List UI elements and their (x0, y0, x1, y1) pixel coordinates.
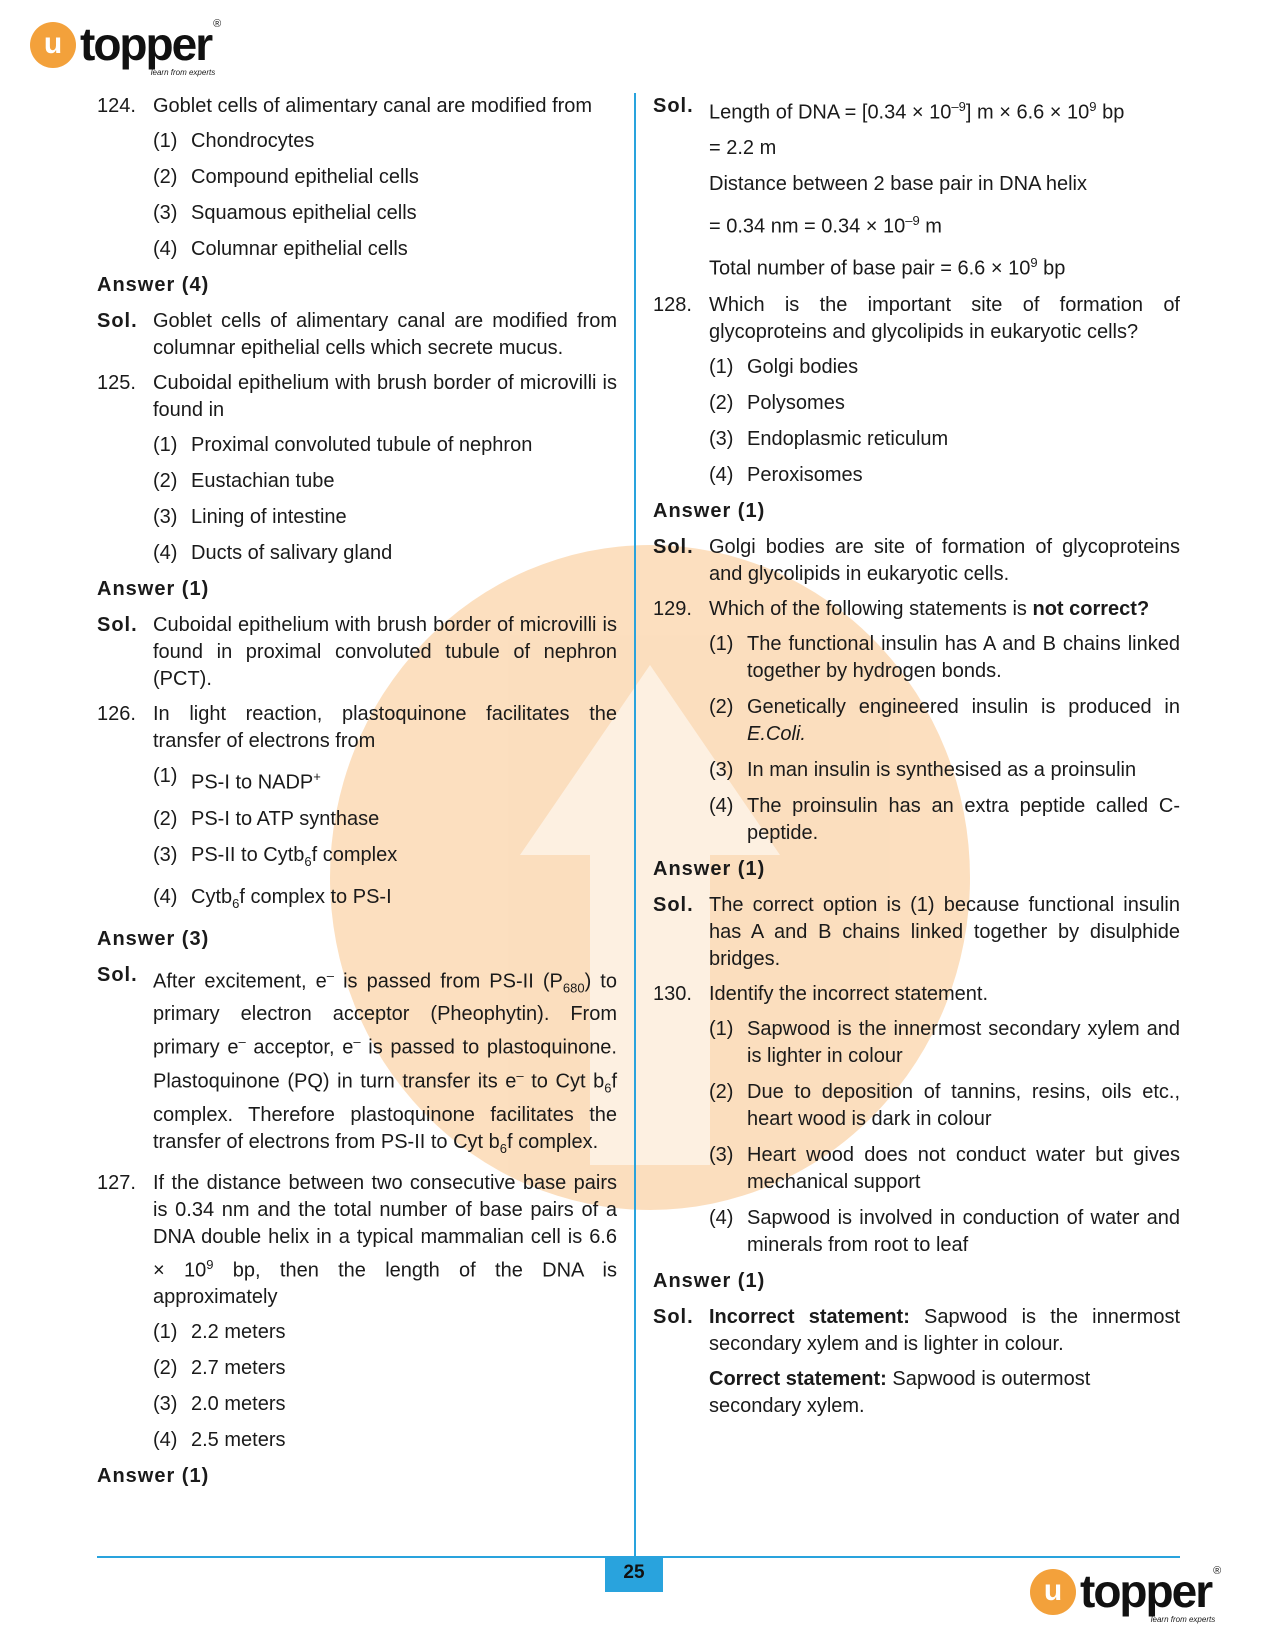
option (709, 426, 1180, 453)
option-text: Eustachian tube (191, 470, 335, 492)
option-number: (3) (153, 1393, 178, 1416)
logo-badge-icon: u (1030, 1569, 1076, 1615)
option-text-part: PS-I to NADP (191, 771, 314, 794)
option-text: Heart wood does not conduct water but gives mechanical support (747, 1143, 1180, 1193)
solution-part: = 0.34 nm = 0.34 × 10 (709, 215, 906, 238)
logo-tagline: learn from experts (1150, 1615, 1216, 1624)
question-text-part: If the distance between two consecutive base pairs is 0.34 nm and the total number of base pairs of a DNA double helix in a typical mammalian cell is 6.6 × 10 (153, 1171, 617, 1282)
option-italic: E.Coli. (747, 722, 806, 745)
solution-text: Cuboidal epithelium with brush border of microvilli is found in proximal convoluted tubule of nephron (PCT). (153, 614, 617, 690)
left-column (97, 93, 617, 1499)
solution-label: Sol. (97, 963, 138, 986)
option (153, 540, 617, 567)
subscript: 6 (232, 895, 240, 911)
option-number: (2) (153, 166, 178, 188)
question-emphasis: not correct? (1032, 597, 1150, 620)
solution-part: Total number of base pair = 6.6 × 10 (709, 257, 1031, 280)
answer: Answer (1) (653, 857, 766, 880)
question-number: 126. (97, 703, 136, 725)
option (709, 757, 1180, 784)
option (153, 236, 617, 263)
answer: Answer (1) (97, 1465, 210, 1488)
question-text: Cuboidal epithelium with brush border of microvilli is found in (153, 372, 617, 421)
logo-wordmark: topper (80, 18, 212, 70)
solution-text: The correct option is (1) because functional insulin has A and B chains linked together by disulphide bridges. (709, 893, 1180, 970)
page-number: 25 (605, 1556, 663, 1592)
option-text: Chondrocytes (191, 130, 315, 152)
logo-tagline: learn from experts (150, 68, 216, 77)
option-number: (1) (153, 765, 178, 787)
question-number: 124. (97, 95, 136, 117)
option-text: Due to deposition of tannins, resins, oils etc., heart wood is dark in colour (747, 1080, 1180, 1130)
superscript: – (326, 967, 335, 983)
solution-text: Goblet cells of alimentary canal are modified from columnar epithelial cells which secrete mucus. (153, 310, 617, 359)
question-text (709, 596, 1180, 623)
solution-text (709, 93, 1180, 127)
answer: Answer (1) (653, 499, 766, 522)
question-text-part: Which of the following statements is (709, 597, 1033, 620)
solution-label: Sol. (653, 95, 694, 117)
option-number: (1) (153, 434, 178, 456)
option (153, 128, 617, 155)
option-text: Peroxisomes (747, 463, 863, 486)
question-124 (97, 93, 617, 120)
option-number: (1) (709, 632, 734, 655)
question-129 (653, 596, 1180, 623)
solution-line (709, 249, 1180, 283)
subscript: 6 (499, 1140, 508, 1156)
solution-label: Sol. (97, 310, 138, 332)
option-number: (3) (153, 843, 178, 866)
brand-logo-bottom (1030, 1565, 1222, 1624)
option-number: (4) (709, 1206, 734, 1229)
option-text (191, 842, 617, 875)
solution-text: Golgi bodies are site of formation of glycoproteins and glycolipids in eukaryotic cells. (709, 535, 1180, 585)
option-text: Columnar epithelial cells (191, 238, 408, 260)
option-text (747, 694, 1180, 748)
solution-part: ) to primary electron acceptor (Pheophytin). From primary e (153, 970, 617, 1059)
logo-badge-icon: u (30, 22, 76, 68)
option-text: 2.7 meters (191, 1357, 286, 1380)
option (153, 200, 617, 227)
solution-part: m (919, 215, 942, 238)
solution-line: Distance between 2 base pair in DNA helix (709, 172, 1087, 195)
question-126 (97, 701, 617, 755)
solution-part: ] m × 6.6 × 10 (965, 101, 1090, 124)
solution-part: Length of DNA = [0.34 × 10 (709, 101, 952, 124)
brand-logo-top (30, 18, 222, 77)
option-number: (2) (153, 807, 178, 830)
column-divider (634, 93, 636, 1557)
option-number: (4) (709, 463, 734, 486)
option (709, 1079, 1180, 1133)
option-text: 2.2 meters (191, 1321, 286, 1344)
answer: Answer (1) (97, 578, 210, 600)
option-text: 2.0 meters (191, 1393, 286, 1416)
question-128 (653, 292, 1180, 346)
question-text: Which is the important site of formation of glycoproteins and glycolipids in eukaryotic cells? (709, 293, 1180, 343)
option-text: Lining of intestine (191, 506, 347, 528)
option-number: (1) (709, 1017, 734, 1040)
solution-label: Sol. (653, 1305, 694, 1328)
answer: Answer (3) (97, 927, 210, 950)
option-text (191, 763, 617, 797)
question-number: 130. (653, 982, 692, 1005)
option (153, 164, 617, 191)
option (153, 432, 617, 459)
option (153, 1319, 617, 1346)
option-number: (4) (153, 885, 178, 908)
question-text-part: bp, then the length of the DNA is approximately (153, 1259, 617, 1309)
option-text: In man insulin is synthesised as a proinsulin (747, 758, 1137, 781)
solution-emphasis: Correct statement: (709, 1367, 887, 1390)
question-125 (97, 370, 617, 424)
subscript: 6 (604, 1080, 612, 1096)
superscript: –9 (905, 212, 920, 228)
option (153, 763, 617, 797)
question-text: Goblet cells of alimentary canal are modified from (153, 95, 593, 117)
solution-part: acceptor, e (245, 1036, 354, 1059)
option-number: (2) (153, 470, 178, 492)
option (709, 631, 1180, 685)
solution-line (709, 1366, 1180, 1420)
logo-registered-mark: ® (213, 18, 222, 30)
solution-part: Sapwood is the innermost secondary xylem and is lighter in colour. (709, 1305, 1180, 1355)
question-130 (653, 981, 1180, 1008)
solution-text (153, 962, 617, 1162)
solution-line (709, 207, 1180, 241)
option-text: Polysomes (747, 391, 845, 414)
option-text-part: Cytb (191, 885, 233, 908)
solution-label: Sol. (97, 614, 138, 636)
option-text-part: PS-II to Cytb (191, 843, 305, 866)
solution-emphasis: Incorrect statement: (709, 1305, 910, 1328)
answer: Answer (1) (653, 1269, 766, 1292)
option (709, 390, 1180, 417)
superscript: – (516, 1067, 524, 1083)
solution-line: = 2.2 m (709, 136, 777, 159)
solution-part: f complex. (507, 1130, 599, 1153)
option-number: (2) (153, 1357, 178, 1380)
superscript: + (313, 769, 321, 784)
option-number: (4) (153, 542, 178, 564)
solution-part: is passed to plastoquinone. Plastoquinone (PQ) in turn transfer its e (153, 1036, 617, 1093)
option-text (191, 884, 617, 917)
solution-part: f complex. Therefore plastoquinone facilitates the transfer of electrons from PS-II to Cyt b (153, 1070, 617, 1153)
solution (653, 892, 1180, 973)
question-text (153, 1170, 617, 1312)
option-text: PS-I to ATP synthase (191, 807, 380, 830)
superscript: –9 (951, 99, 966, 114)
solution-part: After excitement, e (153, 970, 327, 993)
option-number: (4) (709, 794, 734, 817)
subscript: 680 (562, 980, 585, 996)
option-number: (1) (153, 1321, 178, 1344)
option (153, 504, 617, 531)
question-number: 127. (97, 1171, 136, 1194)
solution-127 (653, 93, 1180, 127)
solution (97, 612, 617, 693)
option-number: (4) (153, 1429, 178, 1452)
solution-text (709, 1304, 1180, 1358)
option-text: Endoplasmic reticulum (747, 427, 949, 450)
solution-part: bp (1037, 257, 1066, 280)
question-number: 129. (653, 597, 692, 620)
option-number: (2) (709, 1080, 734, 1103)
logo-registered-mark: ® (1213, 1565, 1222, 1577)
option (153, 1391, 617, 1418)
solution-part: to Cyt b (523, 1070, 605, 1093)
question-number: 125. (97, 372, 136, 394)
superscript: – (353, 1034, 361, 1050)
option-text: The functional insulin has A and B chains linked together by hydrogen bonds. (747, 632, 1180, 682)
option-text: Ducts of salivary gland (191, 542, 393, 564)
option-text-part: Genetically engineered insulin is produced in (747, 695, 1180, 718)
question-number: 128. (653, 293, 692, 316)
option-number: (4) (153, 238, 178, 260)
option (709, 354, 1180, 381)
solution (97, 308, 617, 362)
option-number: (3) (153, 202, 178, 224)
option-text: 2.5 meters (191, 1429, 286, 1452)
option-number: (3) (709, 758, 734, 781)
option (153, 842, 617, 875)
right-column (653, 93, 1180, 1429)
superscript: – (238, 1034, 246, 1050)
option-text: Compound epithelial cells (191, 166, 419, 188)
superscript: 9 (1030, 255, 1038, 271)
option (709, 793, 1180, 847)
option (153, 468, 617, 495)
option-text-part: f complex to PS-I (239, 885, 392, 908)
option-number: (3) (153, 506, 178, 528)
option-text: Sapwood is the innermost secondary xylem and is lighter in colour (747, 1017, 1180, 1067)
option-text-part: f complex (311, 843, 398, 866)
option (153, 884, 617, 917)
subscript: 6 (304, 853, 312, 869)
option-text: The proinsulin has an extra peptide called C-peptide. (747, 794, 1180, 844)
answer: Answer (4) (97, 274, 210, 296)
option (153, 806, 617, 833)
solution-part: bp (1096, 101, 1125, 124)
logo-wordmark: topper (1080, 1565, 1212, 1617)
solution-label: Sol. (653, 535, 694, 558)
option-text: Golgi bodies (747, 355, 859, 378)
option-number: (1) (153, 130, 178, 152)
option-text: Sapwood is involved in conduction of water and minerals from root to leaf (747, 1206, 1180, 1256)
option-number: (1) (709, 355, 734, 378)
option (709, 462, 1180, 489)
solution-part: Sapwood is outermost secondary xylem. (709, 1367, 1091, 1417)
option (709, 1142, 1180, 1196)
solution-part: is passed from PS-II (P (334, 970, 563, 993)
solution (653, 1304, 1180, 1358)
option (709, 1016, 1180, 1070)
option-number: (2) (709, 695, 734, 718)
question-127 (97, 1170, 617, 1312)
solution-label: Sol. (653, 893, 694, 916)
option-number: (3) (709, 1143, 734, 1166)
option (153, 1427, 617, 1454)
option (709, 694, 1180, 748)
option-number: (2) (709, 391, 734, 414)
option (709, 1205, 1180, 1259)
question-text: In light reaction, plastoquinone facilitates the transfer of electrons from (153, 703, 617, 752)
option-text: Squamous epithelial cells (191, 202, 417, 224)
option-text: Proximal convoluted tubule of nephron (191, 434, 533, 456)
solution (97, 962, 617, 1162)
solution (653, 534, 1180, 588)
superscript: 9 (206, 1256, 214, 1272)
superscript: 9 (1089, 99, 1097, 114)
question-text: Identify the incorrect statement. (709, 982, 989, 1005)
option-number: (3) (709, 427, 734, 450)
option (153, 1355, 617, 1382)
